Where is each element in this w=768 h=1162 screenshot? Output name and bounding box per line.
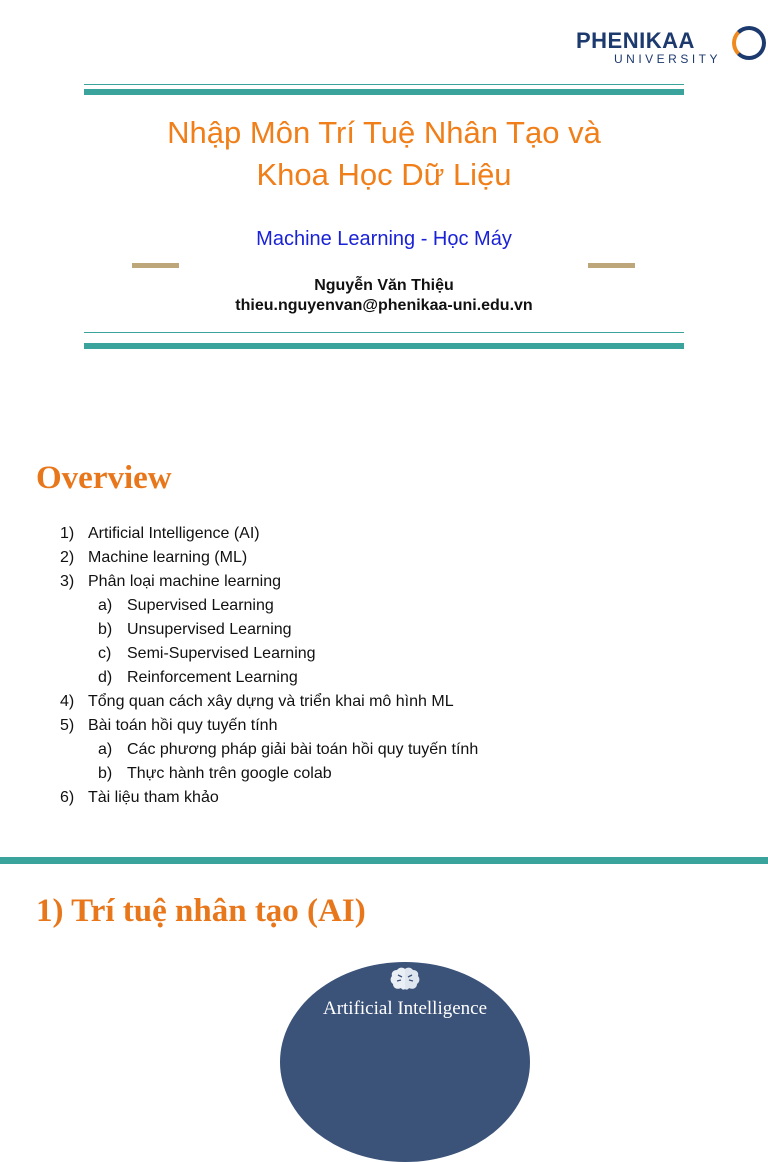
top-rule-thin — [84, 84, 684, 85]
phenikaa-logo — [576, 24, 766, 68]
slide-subtitle: Machine Learning - Học Máy — [256, 228, 512, 250]
list-subitem: d) Reinforcement Learning — [98, 669, 298, 686]
list-subitem: b) Unsupervised Learning — [98, 621, 292, 638]
accent-bar-left — [132, 263, 179, 268]
list-subitem: a) Supervised Learning — [98, 597, 274, 614]
title-slide — [0, 0, 768, 370]
list-item: 4) Tổng quan cách xây dựng và triển khai mô hình ML — [60, 693, 454, 710]
author-name: Nguyễn Văn Thiệu — [314, 277, 454, 294]
logo-ring-icon — [732, 26, 766, 60]
list-item: 2) Machine learning (ML) — [60, 549, 248, 566]
section-divider — [0, 857, 768, 864]
list-subitem: a) Các phương pháp giải bài toán hồi quy tuyến tính — [98, 741, 479, 758]
section-heading: 1) Trí tuệ nhân tạo (AI) — [36, 893, 366, 929]
top-rule-thick — [84, 89, 684, 95]
author-email: thieu.nguyenvan@phenikaa-uni.edu.vn — [235, 297, 533, 314]
list-item: 1) Artificial Intelligence (AI) — [60, 525, 260, 542]
list-item: 3) Phân loại machine learning — [60, 573, 282, 590]
bottom-rule-thin — [84, 332, 684, 333]
overview-heading: Overview — [36, 460, 172, 496]
brain-icon — [389, 966, 421, 992]
list-subitem: c) Semi-Supervised Learning — [98, 645, 316, 662]
ai-badge-label: Artificial Intelligence — [322, 998, 488, 1019]
list-subitem: b) Thực hành trên google colab — [98, 765, 332, 782]
title-line-2: Khoa Học Dữ Liệu — [256, 157, 512, 192]
title-line-1: Nhập Môn Trí Tuệ Nhân Tạo và — [167, 115, 601, 150]
logo-sub: UNIVERSITY — [614, 52, 722, 66]
logo-name: PHENIKAA — [576, 28, 695, 53]
ai-badge — [280, 962, 530, 1162]
accent-bar-right — [588, 263, 635, 268]
list-item: 6) Tài liệu tham khảo — [60, 789, 219, 806]
list-item: 5) Bài toán hồi quy tuyến tính — [60, 717, 278, 734]
slide-title — [84, 112, 684, 196]
bottom-rule-thick — [84, 343, 684, 349]
